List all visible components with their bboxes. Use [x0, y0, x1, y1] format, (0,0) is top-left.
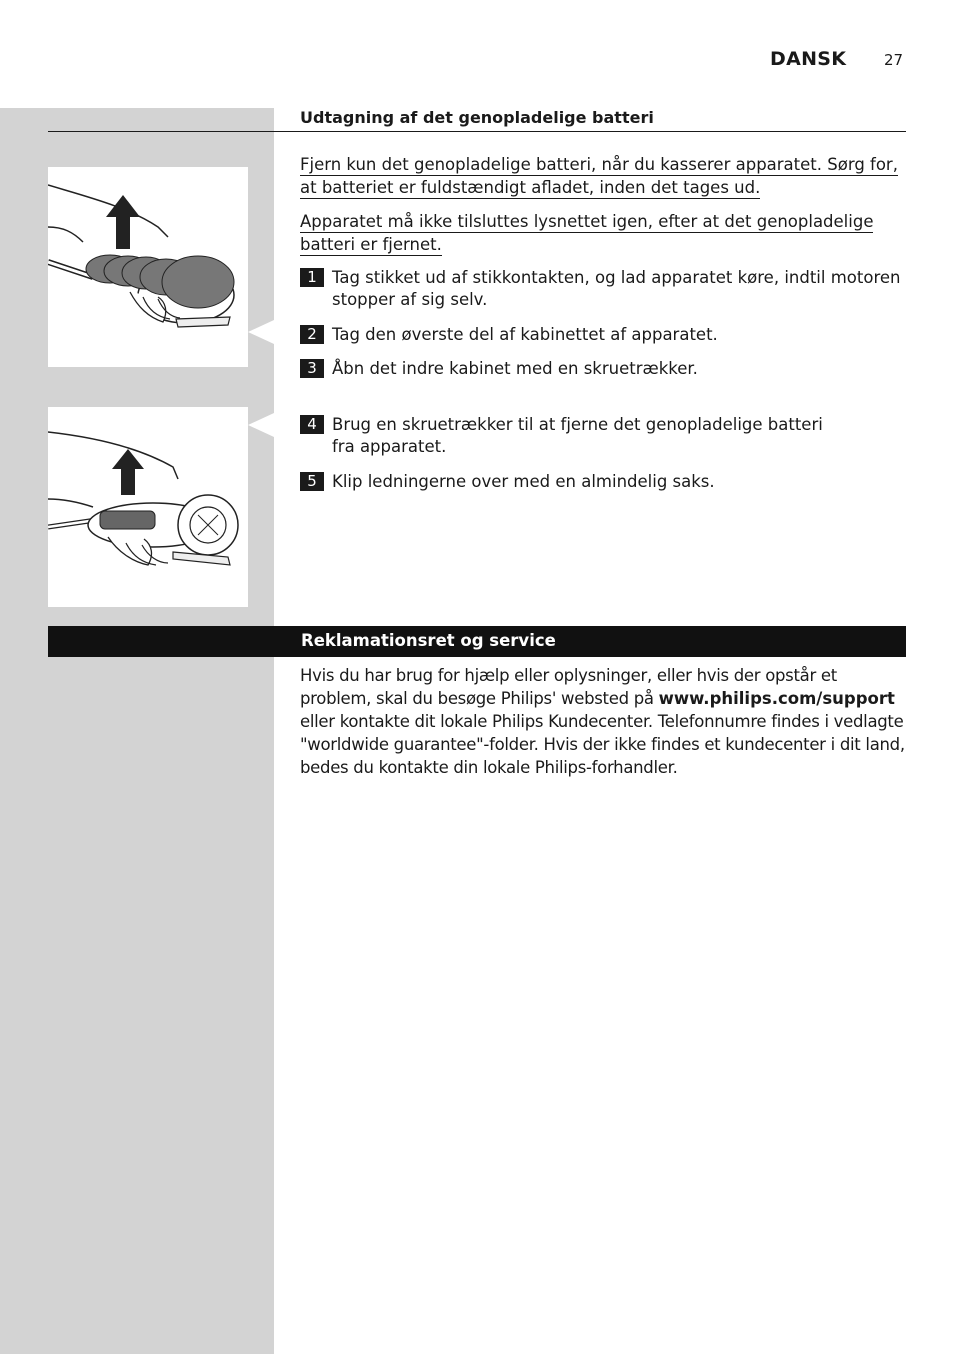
service-paragraph — [300, 664, 906, 779]
step-number: 5 — [300, 472, 324, 491]
step-text: Tag stikket ud af stikkontakten, og lad apparatet køre, indtil motoren stopper af sig selv. — [332, 268, 901, 309]
support-url: www.philips.com/support — [658, 689, 895, 708]
battery-removal-illustration — [48, 407, 248, 607]
service-text-before: Hvis du har brug for hjælp eller oplysninger, eller hvis der opstår et problem, skal du besøge Philips' websted på — [300, 666, 837, 708]
language-label: DANSK — [770, 48, 847, 70]
intro-text-1: Fjern kun det genopladelige batteri, når du kasserer apparatet. Sørg for, at batteriet er fuldstændigt afladet, inden det tages ud. — [300, 155, 898, 197]
step-text: Tag den øverste del af kabinettet af apparatet. — [332, 325, 718, 344]
illustration-remove-battery — [48, 407, 248, 607]
service-text-after: eller kontakte dit lokale Philips Kundecenter. Telefonnumre findes i vedlagte "worldwide guarantee"-folder. Hvis der ikke findes et kundecenter i dit land, bedes du kontakte din lokale Philips-forhandler. — [300, 712, 905, 777]
section-title-service: Reklamationsret og service — [301, 631, 556, 650]
step-4 — [300, 414, 840, 458]
page-number: 27 — [884, 51, 904, 69]
intro-paragraph-2 — [300, 210, 900, 256]
step-text: Klip ledningerne over med en almindelig saks. — [332, 472, 715, 491]
figure-pointer — [248, 320, 274, 344]
step-text: Brug en skruetrækker til at fjerne det genopladelige batteri fra apparatet. — [332, 415, 823, 456]
section-divider — [48, 131, 906, 132]
hand-shaver-illustration — [48, 167, 248, 367]
step-2 — [300, 324, 906, 346]
intro-text-2: Apparatet må ikke tilsluttes lysnettet igen, efter at det genopladelige batteri er fjernet. — [300, 212, 874, 254]
illustration-remove-cover — [48, 167, 248, 367]
intro-paragraph-1 — [300, 153, 900, 199]
step-5 — [300, 471, 906, 493]
step-number: 3 — [300, 359, 324, 378]
step-number: 2 — [300, 325, 324, 344]
step-text: Åbn det indre kabinet med en skruetrækker. — [332, 359, 698, 378]
section-header-band — [48, 626, 906, 657]
figure-pointer — [248, 413, 274, 437]
step-3 — [300, 358, 906, 380]
section-title-battery: Udtagning af det genopladelige batteri — [300, 108, 654, 127]
step-number: 1 — [300, 268, 324, 287]
step-1 — [300, 267, 906, 311]
step-number: 4 — [300, 415, 324, 434]
